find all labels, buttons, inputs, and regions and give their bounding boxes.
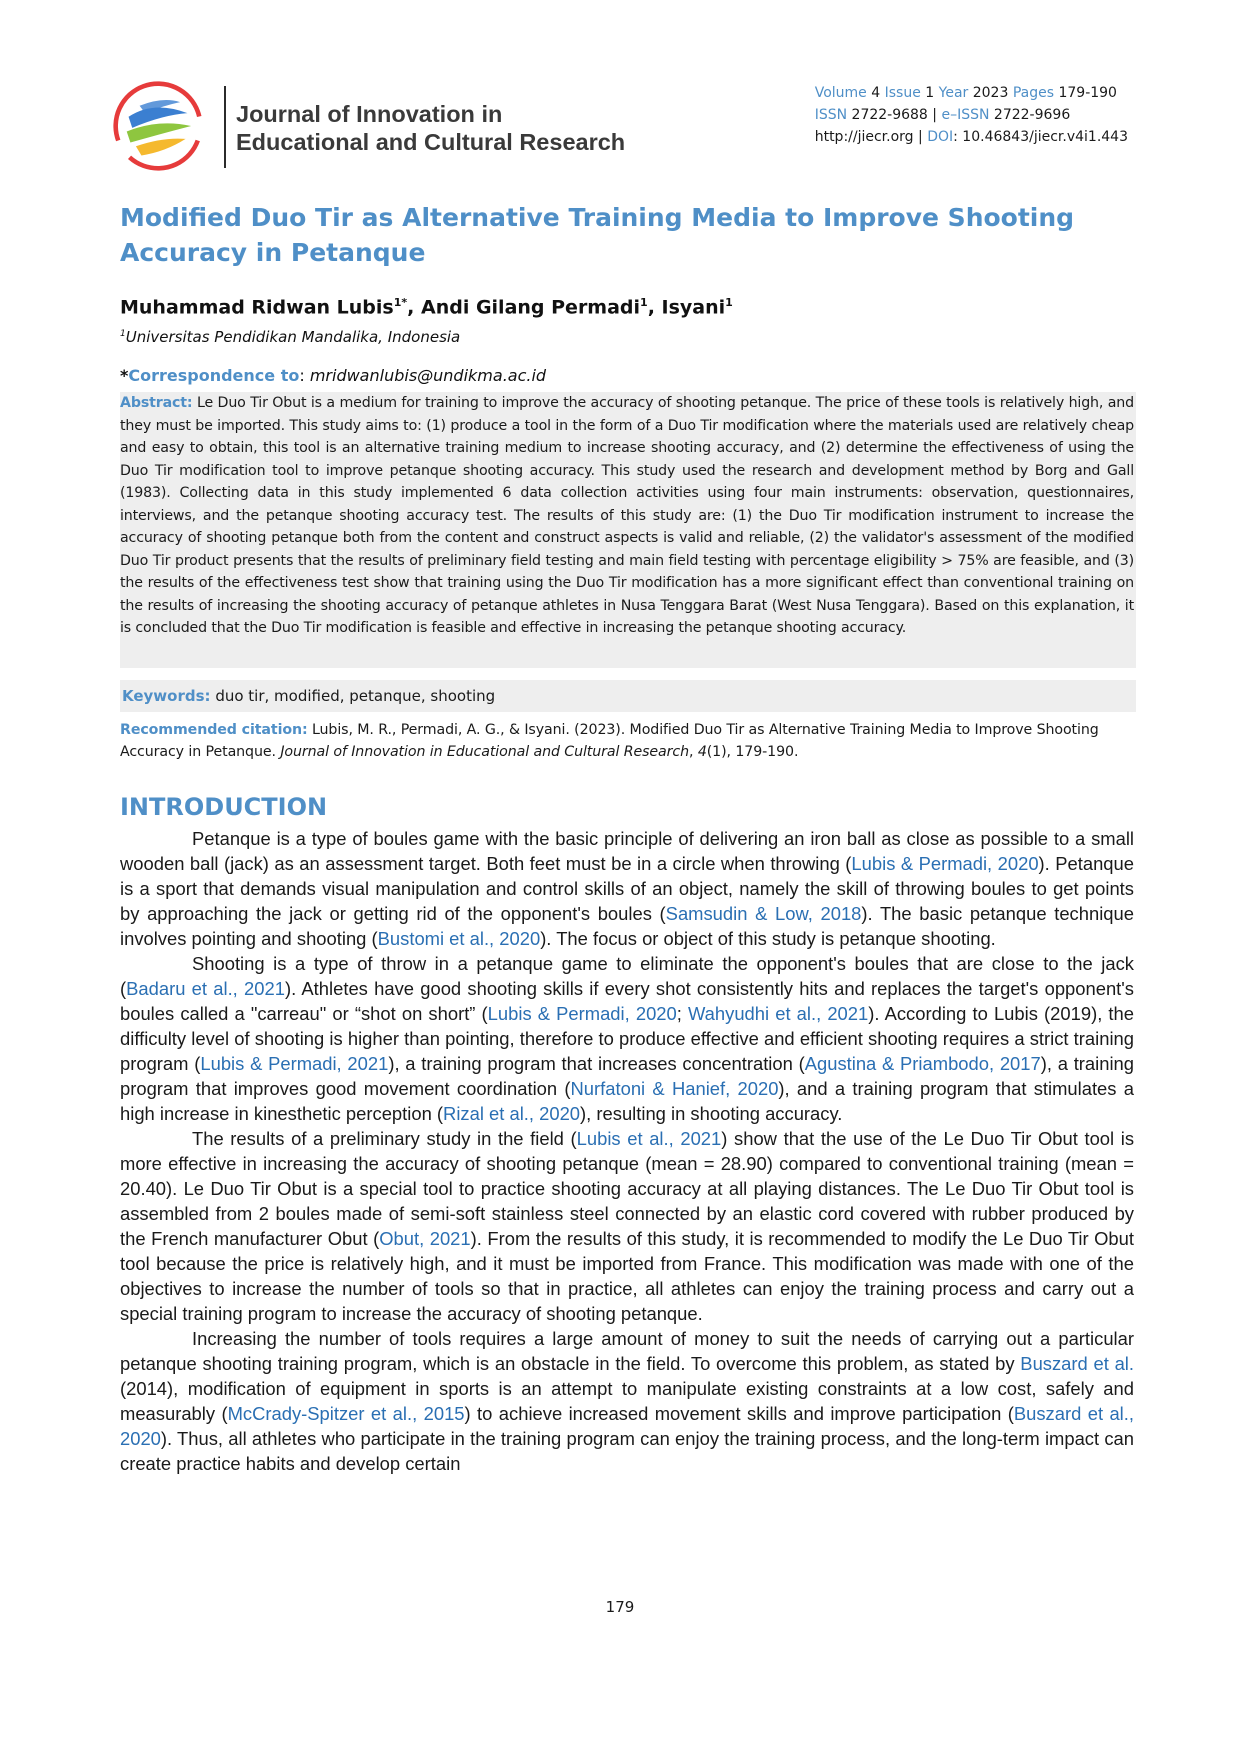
citation-link[interactable]: Wahyudhi et al., 2021 (688, 1003, 869, 1024)
paragraph-text: ), a training program that increases concentration ( (388, 1053, 805, 1074)
introduction-body (120, 826, 1134, 1476)
page-number: 179 (605, 1598, 635, 1616)
citation-link[interactable]: Nurfatoni & Hanief, 2020 (570, 1078, 779, 1099)
correspondence (120, 366, 546, 385)
keywords-text: duo tir, modified, petanque, shooting (215, 687, 496, 705)
body-paragraph (120, 1126, 1134, 1326)
citation-link[interactable]: Buszard et al. (1020, 1353, 1134, 1374)
paragraph-text: The results of a preliminary study in the field ( (192, 1128, 577, 1149)
author-affiliation-sup: 1 (640, 296, 648, 309)
citation-sep: , (688, 744, 698, 760)
paragraph-text: ). Thus, all athletes who participate in the training program can enjoy the training process, and the long-term impact can create practice habits and develop certain (120, 1428, 1134, 1474)
citation-link[interactable]: Bustomi et al., 2020 (377, 928, 541, 949)
journal-name (236, 100, 625, 156)
correspondence-colon: : (299, 366, 310, 385)
paragraph-text: Shooting is a type of throw in a petanque game to eliminate the opponent's boules that are close to the jack ( (120, 953, 1134, 999)
citation-link[interactable]: Rizal et al., 2020 (443, 1103, 581, 1124)
journal-name-line2: Educational and Cultural Research (236, 129, 626, 155)
affiliation-text: Universitas Pendidikan Mandalika, Indonesia (125, 328, 461, 346)
meta-line-volume (815, 82, 1128, 104)
body-paragraph (120, 826, 1134, 951)
year-value: 2023 (972, 85, 1009, 101)
meta-separator: | (918, 129, 923, 145)
issn-label: ISSN (814, 107, 848, 123)
citation-link[interactable]: Obut, 2021 (379, 1228, 471, 1249)
author-name: Andi Gilang Permadi (420, 296, 641, 319)
meta-line-url (815, 126, 1128, 148)
citation-link[interactable]: Badaru et al., 2021 (126, 978, 285, 999)
correspondence-email[interactable]: mridwanlubis@undikma.ac.id (309, 366, 547, 385)
issn-value: 2722-9688 (851, 107, 928, 123)
author-name: Muhammad Ridwan Lubis (120, 296, 394, 319)
section-heading-introduction: INTRODUCTION (120, 793, 328, 821)
journal-meta (815, 82, 1128, 148)
citation-label: Recommended citation: (120, 722, 308, 738)
eissn-label: e–ISSN (941, 107, 990, 123)
paragraph-text: ), resulting in shooting accuracy. (580, 1103, 843, 1124)
meta-line-issn (815, 104, 1128, 126)
affiliation (120, 328, 460, 346)
author-affiliation-sup: 1 (725, 296, 733, 309)
paragraph-text: Petanque is a type of boules game with the basic principle of delivering an iron ball as close as possible to a small wooden ball (jack) as an assessment target. Both feet must be in a circle when throwing ( (120, 828, 1134, 874)
keywords-label: Keywords: (122, 687, 211, 705)
author-affiliation-sup: 1* (393, 296, 408, 309)
pages-value: 179-190 (1058, 85, 1117, 101)
logo-divider (224, 86, 226, 168)
citation-link[interactable]: Lubis et al., 2021 (576, 1128, 722, 1149)
citation-link[interactable]: Agustina & Priambodo, 2017 (804, 1053, 1041, 1074)
paragraph-text: ; (676, 1003, 688, 1024)
citation-link[interactable]: Lubis & Permadi, 2021 (200, 1053, 389, 1074)
body-paragraph (120, 951, 1134, 1126)
paragraph-text: ), and a training program that stimulates a high increase in kinesthetic perception ( (120, 1078, 1134, 1124)
journal-url-link[interactable]: http://jiecr.org (814, 129, 914, 145)
citation-link[interactable]: Lubis & Permadi, 2020 (487, 1003, 677, 1024)
citation-journal: Journal of Innovation in Educational and Cultural Research (280, 744, 689, 760)
citation-link[interactable]: McCrady-Spitzer et al., 2015 (227, 1403, 465, 1424)
body-paragraph (120, 1326, 1134, 1476)
abstract-label: Abstract: (120, 395, 193, 411)
author-name: Isyani (661, 296, 726, 319)
paragraph-text: ). The basic petanque technique involves pointing and shooting ( (120, 903, 1134, 949)
recommended-citation (120, 719, 1134, 763)
affiliation-sup: 1 (120, 329, 126, 339)
correspondence-label: Correspondence to (128, 366, 300, 385)
issue-value: 1 (925, 85, 935, 101)
eissn-value: 2722-9696 (993, 107, 1071, 123)
abstract-text: Le Duo Tir Obut is a medium for training to improve the accuracy of shooting petanque. The price of these tools is relatively high, and they must be imported. This study aims to: (1) produce a tool in the form of a Duo Tir modification where the materials used are relatively cheap and easy to obtain, this tool is an alternative training medium to increase shooting accuracy, and (2) determine the effectiveness of using the Duo Tir modification tool to improve petanque shooting accuracy. This study used the research and development method by Borg and Gall (1983). Collecting data in this study implemented 6 data collection activities using four main instruments: observation, questionnaires, interviews, and the petanque shooting accuracy test. The results of this study are: (1) the Duo Tir modification instrument to increase the accuracy of shooting petanque both from the content and construct aspects is valid and reliable, (2) the validator's assessment of the modified Duo Tir product presents that the results of preliminary field testing and main field testing with percentage eligibility > 75% are feasible, and (3) the results of the effectiveness test show that training using the Duo Tir modification has a more significant effect than conventional training on the results of increasing the shooting accuracy of petanque athletes in Nusa Tenggara Barat (West Nusa Tenggara). Based on this explanation, it is concluded that the Duo Tir modification is feasible and effective in increasing the petanque shooting accuracy. (120, 395, 1134, 636)
paragraph-text: ). According to Lubis (2019), the difficulty level of shooting is higher than pointing, therefore to produce effective and efficient shooting requires a strict training program ( (120, 1003, 1134, 1074)
paragraph-text: ) show that the use of the Le Duo Tir Obut tool is more effective in increasing the accuracy of shooting petanque (mean = 28.90) compared to conventional training (mean = 20.40). Le Duo Tir Obut is a special tool to practice shooting accuracy at all playing distances. The Le Duo Tir Obut tool is assembled from 2 boules made of semi-soft stainless steel connected by an elastic cord covered with rubber produced by the French manufacturer Obut ( (120, 1128, 1135, 1249)
meta-separator: | (932, 107, 938, 123)
doi-label: DOI (927, 129, 954, 145)
paragraph-text: (2014), modification of equipment in sports is an attempt to manipulate existing constraints at a low cost, safely and measurably ( (120, 1378, 1134, 1424)
citation-link[interactable]: Lubis & Permadi, 2020 (851, 853, 1039, 874)
paragraph-text: ). The focus or object of this study is petanque shooting. (540, 928, 996, 949)
journal-logo-icon (112, 80, 204, 172)
keywords (122, 687, 495, 705)
volume-label: Volume (814, 85, 867, 101)
citation-volume: 4 (697, 744, 707, 760)
paragraph-text: ). Athletes have good shooting skills if every shot consistently hits and replaces the target's opponent's boules called a "carreau" or “shot on short” ( (120, 978, 1134, 1024)
author-separator: , (407, 296, 421, 319)
article-title: Modified Duo Tir as Alternative Training Media to Improve Shooting Accuracy in Petanque (120, 203, 1075, 267)
citation-text: Lubis, M. R., Permadi, A. G., & Isyani. (2023). Modified Duo Tir as Alternative Training Media to Improve Shooting Accuracy in Petanque. (120, 722, 1099, 760)
paragraph-text: ). Petanque is a sport that demands visual manipulation and control skills of an object, namely the skill of throwing boules to get points by approaching the jack or getting rid of the opponent's boules ( (120, 853, 1134, 924)
volume-value: 4 (871, 85, 881, 101)
citation-link[interactable]: Buszard et al., 2020 (120, 1403, 1134, 1449)
citation-tail: (1), 179-190. (706, 744, 799, 760)
author-separator: , (647, 296, 662, 319)
year-label: Year (938, 85, 969, 101)
author-list (120, 296, 733, 318)
paragraph-text: ). From the results of this study, it is recommended to modify the Le Duo Tir Obut tool because the price is relatively high, and it must be imported from France. This modification was made with one of the objectives to increase the number of tools so that in practice, all athletes can enjoy the training process and carry out a special training program to increase the accuracy of shooting petanque. (120, 1228, 1135, 1324)
abstract (120, 392, 1134, 640)
issue-label: Issue (884, 85, 921, 101)
pages-label: Pages (1012, 85, 1055, 101)
paragraph-text: Increasing the number of tools requires a large amount of money to suit the needs of carrying out a particular petanque shooting training program, which is an obstacle in the field. To overcome this problem, as stated by (120, 1328, 1134, 1374)
correspondence-star: * (120, 366, 129, 385)
citation-link[interactable]: Samsudin & Low, 2018 (665, 903, 862, 924)
paragraph-text: ), a training program that improves good movement coordination ( (120, 1053, 1135, 1099)
journal-name-line1: Journal of Innovation in (236, 101, 503, 127)
paragraph-text: ) to achieve increased movement skills and improve participation ( (464, 1403, 1014, 1424)
doi-value[interactable]: : 10.46843/jiecr.v4i1.443 (953, 129, 1128, 145)
